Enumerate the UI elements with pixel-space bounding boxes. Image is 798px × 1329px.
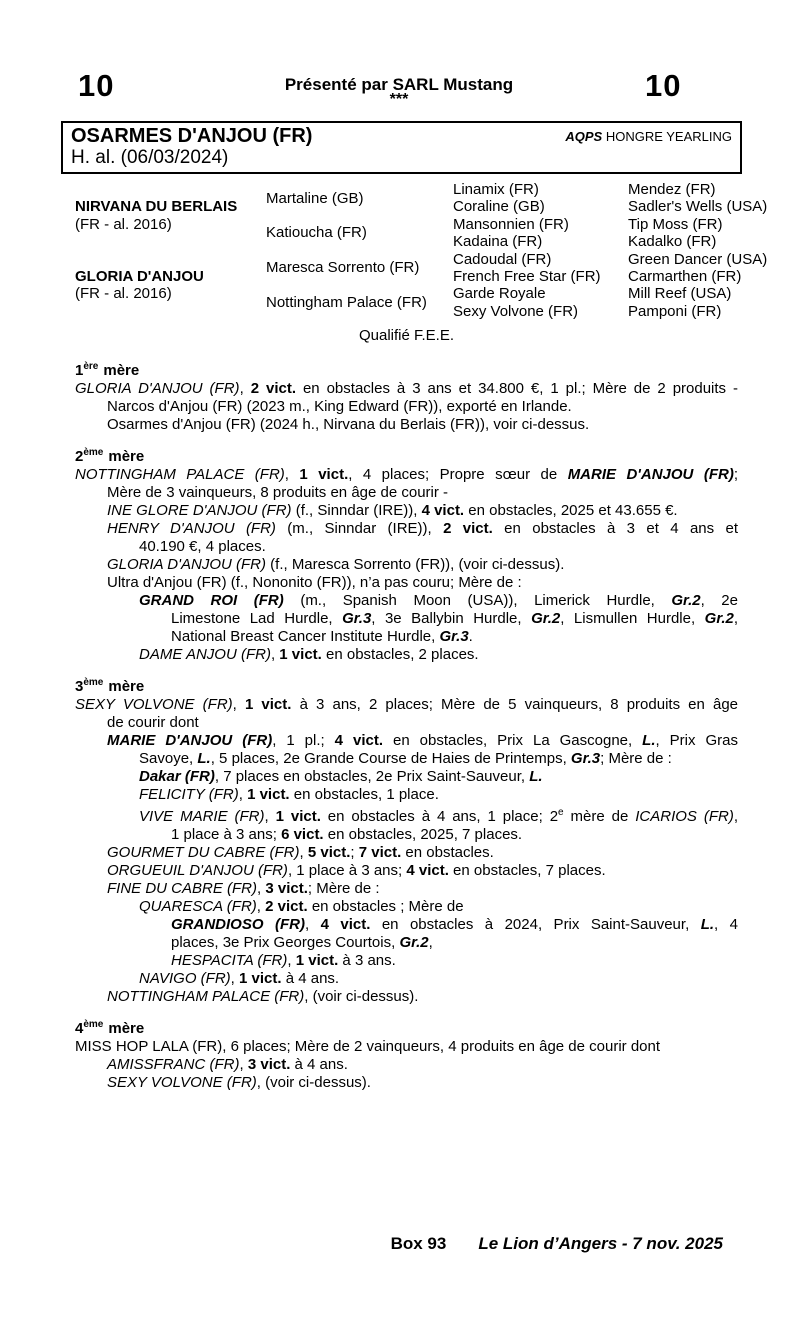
pedigree-text-segment: L. — [197, 750, 211, 767]
gen4-cell: Green Dancer (USA) — [628, 250, 768, 268]
pedigree-text-segment: INE GLORE D'ANJOU (FR) — [107, 502, 292, 519]
pedigree-text-segment: Gr.3 — [570, 750, 601, 767]
pedigree-line: de courir dont — [107, 714, 199, 731]
sire-cell — [75, 198, 266, 233]
pedigree-line: FELICITY (FR), 1 vict. en obstacles, 1 place. — [139, 786, 439, 803]
pedigree-text-segment: L. — [700, 916, 715, 933]
category-label: HONGRE YEARLING — [602, 129, 732, 144]
pedigree-text-segment: Gr.3 — [342, 610, 372, 627]
pedigree-line: SEXY VOLVONE (FR), 1 vict. à 3 ans, 2 places; Mère de 5 vainqueurs, 8 produits en âge — [75, 696, 739, 713]
section-1ere-mere — [75, 358, 738, 434]
section-4eme-mere — [75, 1016, 738, 1092]
pedigree-text-segment: 7 vict. — [358, 844, 402, 861]
pedigree-text-segment: GOURMET DU CABRE (FR) — [107, 844, 300, 861]
pedigree-text-segment: FINE DU CABRE (FR) — [107, 880, 257, 897]
pedigree-text-segment: GLORIA D'ANJOU (FR) — [75, 380, 240, 397]
pedigree-text-segment: L. — [529, 768, 543, 785]
heading-number: 3 — [75, 678, 84, 695]
pedigree-text-segment: 4 vict. — [421, 502, 465, 519]
pedigree-text-segment: 4 vict. — [320, 916, 371, 933]
gen4-cell: Tip Moss (FR) — [628, 215, 723, 233]
pedigree-line: GOURMET DU CABRE (FR), 5 vict.; 7 vict. en obstacles. — [107, 844, 494, 861]
pedigree-text-segment: MARIE D'ANJOU (FR) — [567, 466, 734, 483]
gen3-cell: Coraline (GB) — [453, 198, 545, 216]
gen3-cell: Sexy Volvone (FR) — [453, 302, 579, 320]
pedigree-text-segment: Gr.2 — [399, 934, 429, 951]
section-heading — [75, 358, 738, 380]
gen4-cell: Sadler's Wells (USA) — [628, 198, 768, 216]
pedigree-text-segment: GRANDIOSO (FR) — [171, 916, 305, 933]
horse-name: OSARMES D'ANJOU (FR) — [71, 125, 313, 147]
heading-number: 1 — [75, 362, 84, 379]
sale-name-date: Le Lion d’Angers - 7 nov. 2025 — [478, 1234, 723, 1253]
gen3-cell: Garde Royale — [453, 285, 546, 303]
section-heading — [75, 444, 738, 466]
gen2-cell: Katioucha (FR) — [266, 224, 367, 242]
pedigree-text-segment: 5 vict. — [307, 844, 351, 861]
title-row — [71, 125, 732, 147]
pedigree-text-segment: VIVE MARIE (FR) — [139, 808, 265, 825]
pedigree-line: INE GLORE D'ANJOU (FR) (f., Sinndar (IRE)), 4 vict. en obstacles, 2025 et 43.655 €. — [107, 502, 678, 519]
pedigree-table — [75, 181, 775, 320]
pedigree-text-segment: 4 vict. — [406, 862, 449, 879]
pedigree-text-segment: FELICITY (FR) — [139, 786, 239, 803]
stars-separator: *** — [389, 91, 409, 108]
pedigree-text-segment: Gr.2 — [671, 592, 701, 609]
lot-number-right: 10 — [645, 68, 682, 103]
heading-word: mère — [108, 1020, 145, 1037]
pedigree-line: Limestone Lad Hurdle, Gr.3, 3e Ballybin Hurdle, Gr.2, Lismullen Hurdle, Gr.2, — [171, 610, 739, 627]
pedigree-text-segment: Gr.2 — [531, 610, 561, 627]
pedigree-line: Mère de 3 vainqueurs, 8 produits en âge de courir - — [107, 484, 449, 501]
pedigree-text-segment: NOTTINGHAM PALACE (FR) — [75, 466, 285, 483]
section-heading — [75, 1016, 738, 1038]
gen4-cell: Mendez (FR) — [628, 181, 716, 198]
pedigree-text-segment: SEXY VOLVONE (FR) — [107, 1074, 257, 1091]
pedigree-text-segment: HENRY D'ANJOU (FR) — [107, 520, 276, 537]
pedigree-text-segment: 3 vict. — [265, 880, 308, 897]
pedigree-line: Savoye, L., 5 places, 2e Grande Course de Haies de Printemps, Gr.3; Mère de : — [139, 750, 672, 767]
pedigree-line: GRAND ROI (FR) (m., Spanish Moon (USA)), Limerick Hurdle, Gr.2, 2e — [139, 592, 738, 609]
pedigree-text-segment: 1 vict. — [279, 646, 322, 663]
horse-birth-info: H. al. (06/03/2024) — [71, 147, 229, 168]
pedigree-line: 1 place à 3 ans; 6 vict. en obstacles, 2025, 7 places. — [171, 826, 523, 843]
pedigree-text-segment: GRAND ROI (FR) — [139, 592, 284, 609]
heading-ordinal-suffix: ère — [83, 361, 99, 372]
lot-number-left: 10 — [78, 68, 115, 103]
pedigree-text-segment: 1 vict. — [239, 970, 282, 987]
gen3-cell: French Free Star (FR) — [453, 267, 601, 285]
pedigree-line: Narcos d'Anjou (FR) (2023 m., King Edward (FR)), exporté en Irlande. — [107, 398, 572, 415]
section-lines — [75, 380, 738, 434]
pedigree-text-segment: 1 vict. — [299, 466, 349, 483]
pedigree-line: MISS HOP LALA (FR), 6 places; Mère de 2 vainqueurs, 4 produits en âge de courir dont — [75, 1038, 661, 1055]
section-lines — [75, 1038, 738, 1092]
pedigree-line: Osarmes d'Anjou (FR) (2024 h., Nirvana du Berlais (FR)), voir ci-dessus. — [107, 416, 590, 433]
pedigree-line: NOTTINGHAM PALACE (FR), (voir ci-dessus). — [107, 988, 419, 1005]
heading-ordinal-suffix: ème — [83, 447, 104, 458]
pedigree-text-segment: L. — [642, 732, 656, 749]
section-heading — [75, 674, 738, 696]
gen4-cell: Carmarthen (FR) — [628, 267, 742, 285]
gen2-cell: Martaline (GB) — [266, 189, 364, 207]
gen3-cell: Linamix (FR) — [453, 181, 539, 198]
pedigree-text-segment: 1 vict. — [244, 696, 292, 713]
gen3-cell: Cadoudal (FR) — [453, 250, 552, 268]
pedigree-text-segment: 2 vict. — [250, 380, 296, 397]
pedigree-text-segment: 2 vict. — [265, 898, 308, 915]
presenter-name: Présenté par SARL Mustang — [284, 75, 514, 94]
pedigree-text-segment: Dakar (FR) — [139, 768, 215, 785]
sire-origin: (FR - al. 2016) — [75, 215, 172, 233]
pedigree-text-segment: 3 vict. — [247, 1056, 291, 1073]
pedigree-text-segment: 1 vict. — [295, 952, 339, 969]
gen3-cell: Kadaina (FR) — [453, 233, 543, 251]
heading-word: mère — [103, 362, 140, 379]
pedigree-line: NAVIGO (FR), 1 vict. à 4 ans. — [139, 970, 340, 987]
pedigree-line: MARIE D'ANJOU (FR), 1 pl.; 4 vict. en obstacles, Prix La Gascogne, L., Prix Gras — [107, 732, 738, 749]
horse-title-box — [61, 121, 742, 174]
breed-label: AQPS — [565, 129, 603, 144]
pedigree-text-segment: AMISSFRANC (FR) — [107, 1056, 240, 1073]
gen3-cell: Mansonnien (FR) — [453, 215, 569, 233]
pedigree-line: SEXY VOLVONE (FR), (voir ci-dessus). — [107, 1074, 371, 1091]
pedigree-line: GLORIA D'ANJOU (FR), 2 vict. en obstacles à 3 ans et 34.800 €, 1 pl.; Mère de 2 produits - — [75, 380, 739, 397]
heading-ordinal-suffix: ème — [83, 677, 104, 688]
pedigree-line: Ultra d'Anjou (FR) (f., Nononito (FR)), n’a pas couru; Mère de : — [107, 574, 522, 591]
pedigree-line: National Breast Cancer Institute Hurdle, Gr.3. — [171, 628, 473, 645]
heading-word: mère — [108, 448, 145, 465]
pedigree-text-segment: 1 vict. — [247, 786, 290, 803]
heading-number: 2 — [75, 448, 84, 465]
gen4-cell: Pamponi (FR) — [628, 302, 722, 320]
breed-category — [565, 125, 732, 145]
section-lines — [75, 696, 738, 1006]
pedigree-text-column — [75, 327, 738, 1092]
pedigree-text-segment: DAME ANJOU (FR) — [139, 646, 271, 663]
pedigree-text-segment: 2 vict. — [443, 520, 493, 537]
pedigree-text-segment: 4 vict. — [334, 732, 383, 749]
pedigree-text-segment: HESPACITA (FR) — [171, 952, 288, 969]
pedigree-line: Dakar (FR), 7 places en obstacles, 2e Prix Saint-Sauveur, L. — [139, 768, 543, 785]
qualification-note: Qualifié F.E.E. — [358, 327, 455, 344]
pedigree-text-segment: 6 vict. — [281, 826, 324, 843]
pedigree-line: places, 3e Prix Georges Courtois, Gr.2, — [171, 934, 433, 951]
sire-name: NIRVANA DU BERLAIS — [75, 198, 238, 216]
pedigree-text-segment: e — [558, 807, 564, 818]
pedigree-text-segment: MARIE D'ANJOU (FR) — [107, 732, 273, 749]
pedigree-text-segment: ICARIOS (FR) — [635, 808, 734, 825]
pedigree-text-segment: NOTTINGHAM PALACE (FR) — [107, 988, 305, 1005]
pedigree-text-segment: NAVIGO (FR) — [139, 970, 231, 987]
pedigree-line: FINE DU CABRE (FR), 3 vict.; Mère de : — [107, 880, 380, 897]
gen4-cell: Kadalko (FR) — [628, 233, 717, 251]
pedigree-text-segment: 1 vict. — [275, 808, 321, 825]
gen4-cell: Mill Reef (USA) — [628, 285, 732, 303]
pedigree-text-segment: SEXY VOLVONE (FR) — [75, 696, 233, 713]
pedigree-line: NOTTINGHAM PALACE (FR), 1 vict., 4 places; Propre sœur de MARIE D'ANJOU (FR); — [75, 466, 738, 483]
pedigree-text-segment: ORGUEUIL D'ANJOU (FR) — [107, 862, 288, 879]
pedigree-text-segment: GLORIA D'ANJOU (FR) — [107, 556, 266, 573]
pedigree-line: VIVE MARIE (FR), 1 vict. en obstacles à 4 ans, 1 place; 2e mère de ICARIOS (FR), — [139, 807, 738, 825]
gen2-cell: Maresca Sorrento (FR) — [266, 259, 420, 277]
pedigree-line: QUARESCA (FR), 2 vict. en obstacles ; Mère de — [139, 898, 464, 915]
pedigree-line: HENRY D'ANJOU (FR) (m., Sinndar (IRE)), 2 vict. en obstacles à 3 et 4 ans et — [107, 520, 739, 537]
pedigree-line: GLORIA D'ANJOU (FR) (f., Maresca Sorrento (FR)), (voir ci-dessus). — [107, 556, 565, 573]
box-number: Box 93 — [390, 1234, 447, 1253]
section-3eme-mere — [75, 674, 738, 1006]
dam-name: GLORIA D'ANJOU — [75, 267, 204, 285]
heading-number: 4 — [75, 1020, 84, 1037]
page-footer — [391, 1234, 723, 1254]
dam-cell — [75, 268, 266, 303]
pedigree-line: AMISSFRANC (FR), 3 vict. à 4 ans. — [107, 1056, 348, 1073]
heading-word: mère — [108, 678, 145, 695]
section-lines — [75, 466, 738, 664]
pedigree-line: GRANDIOSO (FR), 4 vict. en obstacles à 2024, Prix Saint-Sauveur, L., 4 — [171, 916, 738, 933]
pedigree-line: HESPACITA (FR), 1 vict. à 3 ans. — [171, 952, 396, 969]
gen2-cell: Nottingham Palace (FR) — [266, 294, 427, 312]
pedigree-text-segment: QUARESCA (FR) — [139, 898, 257, 915]
heading-ordinal-suffix: ème — [83, 1019, 104, 1030]
pedigree-line: 40.190 €, 4 places. — [139, 538, 266, 555]
pedigree-line: DAME ANJOU (FR), 1 vict. en obstacles, 2 places. — [139, 646, 479, 663]
pedigree-line: ORGUEUIL D'ANJOU (FR), 1 place à 3 ans; 4 vict. en obstacles, 7 places. — [107, 862, 606, 879]
section-2eme-mere — [75, 444, 738, 664]
dam-origin: (FR - al. 2016) — [75, 285, 172, 303]
pedigree-text-segment: Gr.2 — [704, 610, 734, 627]
pedigree-text-segment: Gr.3 — [439, 628, 469, 645]
